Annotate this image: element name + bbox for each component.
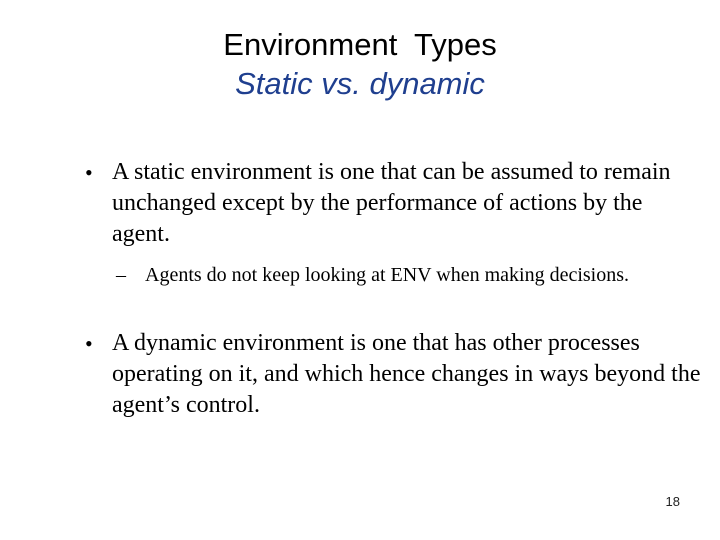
bullet-static	[85, 157, 692, 250]
bullet-marker: •	[85, 160, 93, 185]
bullet-dynamic	[85, 328, 702, 421]
bullet-marker: •	[85, 331, 93, 356]
title-subtitle: Static vs. dynamic	[235, 66, 485, 101]
bullet-text: A static environment is one that can be assumed to remain unchanged except by the performance of actions by the agent.	[112, 159, 671, 247]
sub-bullet-marker: –	[116, 264, 126, 286]
sub-bullet-text: Agents do not keep looking at ENV when making decisions.	[145, 264, 630, 286]
slide-title	[0, 26, 720, 104]
title-main: Environment Types	[223, 27, 497, 62]
page-number: 18	[665, 494, 680, 509]
sub-bullet-agents	[116, 262, 645, 288]
bullet-text: A dynamic environment is one that has other processes operating on it, and which hence changes in ways beyond the agent’s control.	[112, 330, 701, 418]
